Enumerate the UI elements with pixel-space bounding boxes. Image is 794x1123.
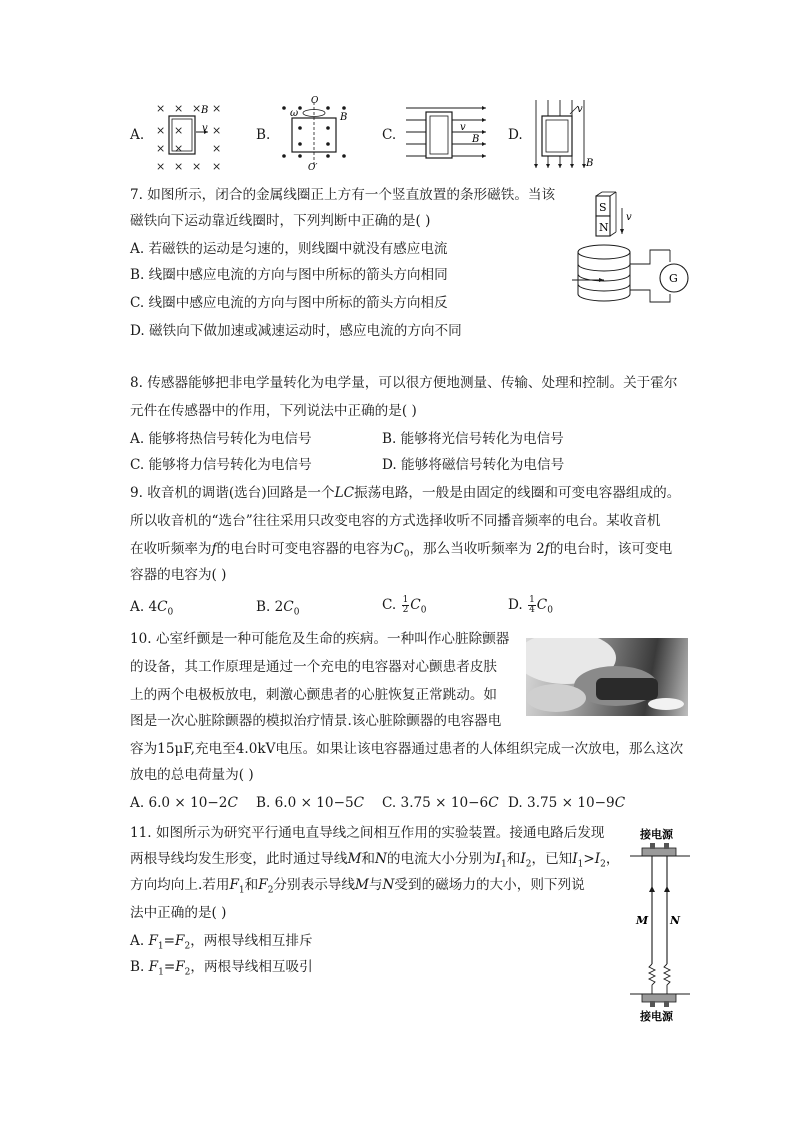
q10-opt-c-text: C. 3.75 × 10−6 xyxy=(382,795,489,811)
q6-b-axis-bottom: O′ xyxy=(308,163,318,172)
q11-opt-a-text: ，两根导线相互排斥 xyxy=(190,933,313,949)
q11-l3-f1: F xyxy=(229,877,239,893)
svg-text:×: × xyxy=(174,124,184,137)
q9-option-a[interactable] xyxy=(130,598,173,622)
q11-l3-f2: F xyxy=(258,877,268,893)
q9-f2: f xyxy=(544,541,550,557)
q7-galvanometer-label: G xyxy=(669,272,678,285)
q10-stem-line-6: 放电的总电荷量为( ) xyxy=(130,767,254,783)
q9-line3-text-c: ，那么当收听频率为 2 xyxy=(409,541,545,557)
q9-opt-a-sub: 0 xyxy=(167,607,174,618)
q6-a-velocity-label: v xyxy=(202,123,208,134)
q7-option-c[interactable]: C. 线圈中感应电流的方向与图中所标的箭头方向相反 xyxy=(130,295,448,311)
q9-opt-d-sub: 0 xyxy=(547,605,553,616)
q11-l2-a: 两根导线均发生形变，此时通过导线 xyxy=(130,851,348,867)
q9-stem-line-1 xyxy=(130,484,680,502)
q11-l2-i3: I xyxy=(572,851,578,867)
q11-stem-line-4: 法中正确的是( ) xyxy=(130,905,227,921)
q11-l3-f1-sub: 1 xyxy=(238,885,245,896)
q11-opt-b-f2: F xyxy=(175,959,185,975)
q11-opt-b-f1: F xyxy=(148,959,159,975)
q8-stem-line-1: 8. 传感器能够把非电学量转化为电学量，可以很方便地测量、传输、处理和控制。关于霍尔 xyxy=(130,375,678,391)
q11-l3-and: 和 xyxy=(244,877,259,893)
q10-opt-b-text: B. 6.0 × 10−5 xyxy=(256,795,354,811)
q8-option-c[interactable]: C. 能够将力信号转化为电信号 xyxy=(130,457,312,473)
q11-opt-a-f2: F xyxy=(175,933,185,949)
q10-stem-line-3: 上的两个电极板放电，刺激心颤患者的心脏恢复正常跳动。如 xyxy=(130,687,498,703)
q10-opt-a-text: A. 6.0 × 10−2 xyxy=(130,795,228,811)
svg-text:×: × xyxy=(156,142,166,155)
svg-text:×: × xyxy=(174,142,184,155)
q6-b-axis-top: O xyxy=(311,96,319,106)
q11-l3-b: 分别表示导线 xyxy=(273,877,355,893)
q11-l3-c: 与 xyxy=(368,877,383,893)
svg-text:×: × xyxy=(192,160,202,172)
q6-c-velocity-label: v xyxy=(460,122,466,133)
q10-option-a[interactable] xyxy=(130,794,238,812)
q6-figure-a xyxy=(150,100,230,172)
q9-f: f xyxy=(211,541,217,557)
q6-figure-b xyxy=(276,94,356,172)
q6-c-field-label: B xyxy=(472,134,480,145)
q9-opt-d-label: D. xyxy=(508,597,528,613)
q11-stem-line-2 xyxy=(130,850,619,874)
q6-figure-d xyxy=(528,98,600,172)
q11-wire-n-label: N xyxy=(670,914,681,927)
q10-option-b[interactable] xyxy=(256,794,364,812)
q9-stem-line-3 xyxy=(130,540,672,564)
svg-text:×: × xyxy=(156,124,166,137)
q11-opt-a-f1: F xyxy=(148,933,158,949)
q6-figure-c xyxy=(402,102,492,168)
q11-top-power-label: 接电源 xyxy=(640,828,673,841)
q8-option-b[interactable]: B. 能够将光信号转化为电信号 xyxy=(382,431,564,447)
q11-l2-gt: > xyxy=(583,851,595,867)
q9-line1-text-a: 9. 收音机的调谐(选台)回路是一个 xyxy=(130,485,335,501)
q11-opt-b-label: B. xyxy=(130,959,149,975)
q11-opt-a-f2-sub: 2 xyxy=(184,941,191,952)
q11-option-b[interactable] xyxy=(130,958,313,982)
q9-opt-b-label: B. 2 xyxy=(256,599,284,615)
q9-opt-c-label: C. xyxy=(382,597,401,613)
q9-stem-line-4: 容器的电容为( ) xyxy=(130,567,227,583)
q9-opt-d-den: 4 xyxy=(529,605,535,615)
q11-l3-n: N xyxy=(382,877,395,893)
q11-opt-b-text: ，两根导线相互吸引 xyxy=(190,959,313,975)
svg-text:×: × xyxy=(192,102,202,115)
q9-opt-d-num: 1 xyxy=(529,595,535,605)
q11-l2-d: ， xyxy=(605,851,620,867)
q11-stem-line-3 xyxy=(130,876,585,900)
svg-text:×: × xyxy=(156,102,166,115)
q10-opt-b-unit: C xyxy=(353,795,365,811)
q11-opt-a-eq: = xyxy=(163,933,176,949)
q10-opt-d-unit: C xyxy=(614,795,626,811)
q6-a-field-label: B xyxy=(201,105,209,116)
q6-b-field-label: B xyxy=(340,112,348,123)
q10-opt-c-unit: C xyxy=(488,795,499,811)
q9-line3-text-b: 的电台时可变电容器的电容为 xyxy=(216,541,394,557)
q11-l2-i4-sub: 2 xyxy=(600,859,606,870)
q9-opt-a-label: A. 4 xyxy=(130,599,158,615)
q9-line3-text-d: 的电台时，该可变电 xyxy=(549,541,673,557)
q11-l2-and2: 和 xyxy=(506,851,521,867)
q11-figure-parallel-wires xyxy=(628,826,692,1022)
q11-opt-a-f1-sub: 1 xyxy=(157,941,164,952)
q10-option-c[interactable] xyxy=(382,794,499,812)
q6-option-a-label: A. xyxy=(130,127,145,143)
svg-text:×: × xyxy=(212,142,222,155)
svg-text:×: × xyxy=(174,102,184,115)
q7-figure-magnet-coil xyxy=(570,190,694,310)
q11-stem-line-1: 11. 如图所示为研究平行通电直导线之间相互作用的实验装置。接通电路后发现 xyxy=(130,825,605,841)
q11-opt-b-f1-sub: 1 xyxy=(158,967,164,978)
q10-stem-line-4: 图是一次心脏除颤器的模拟治疗情景.该心脏除颤器的电容器电 xyxy=(130,713,502,729)
q11-l2-i2: I xyxy=(520,851,526,867)
q6-option-d-label: D. xyxy=(508,127,523,143)
q6-d-field-label: B xyxy=(586,158,594,169)
q8-stem-line-2: 元件在传感器中的作用，下列说法中正确的是( ) xyxy=(130,403,417,419)
svg-text:×: × xyxy=(174,160,184,172)
q9-stem-line-2: 所以收音机的“选台”往往采用只改变电容的方式选择收听不同播音频率的电台。某收音机 xyxy=(130,513,661,529)
q6-d-velocity-label: v xyxy=(577,104,583,115)
svg-text:×: × xyxy=(212,160,222,172)
q7-magnet-n: N xyxy=(599,221,609,234)
q11-l2-i2-sub: 2 xyxy=(525,859,532,870)
q8-option-a[interactable]: A. 能够将热信号转化为电信号 xyxy=(130,431,312,447)
q9-option-d[interactable] xyxy=(508,596,553,620)
q11-opt-b-f2-sub: 2 xyxy=(184,967,191,978)
q10-opt-d-text: D. 3.75 × 10−9 xyxy=(508,795,615,811)
q11-l3-f2-sub: 2 xyxy=(267,885,274,896)
q10-option-d[interactable] xyxy=(508,794,625,812)
q9-opt-c-var: C xyxy=(410,597,421,613)
q7-option-a[interactable]: A. 若磁铁的运动是匀速的，则线圈中就没有感应电流 xyxy=(130,241,448,257)
q11-l2-i1: I xyxy=(495,851,502,867)
q7-velocity-label: v xyxy=(626,212,632,223)
q11-l2-m: M xyxy=(347,851,362,867)
q11-opt-b-eq: = xyxy=(163,959,176,975)
q6-option-b-label: B. xyxy=(256,127,271,143)
defibrillator-photo-art xyxy=(526,638,688,716)
defibrillator-photo xyxy=(526,638,688,716)
svg-text:×: × xyxy=(156,160,166,172)
q9-lc: LC xyxy=(334,485,355,501)
q7-stem-line-1: 7. 如图所示，闭合的金属线圈正上方有一个竖直放置的条形磁铁。当该 xyxy=(130,187,556,203)
q9-opt-c-den: 2 xyxy=(402,605,409,615)
q10-stem-line-1: 10. 心室纤颤是一种可能危及生命的疾病。一种叫作心脏除颤器 xyxy=(130,631,510,647)
q11-l2-and: 和 xyxy=(361,851,376,867)
q10-stem-line-2: 的设备，其工作原理是通过一个充电的电容器对心颤患者皮肤 xyxy=(130,659,498,675)
q11-l2-b: 的电流大小分别为 xyxy=(386,851,496,867)
svg-text:×: × xyxy=(212,102,222,115)
q11-option-a[interactable] xyxy=(130,932,313,956)
svg-text:×: × xyxy=(212,124,222,137)
q11-l3-d: 受到的磁场力的大小，则下列说 xyxy=(394,877,585,893)
q11-bottom-power-label: 接电源 xyxy=(640,1010,673,1022)
q9-option-c[interactable] xyxy=(382,596,426,620)
q9-opt-c-num: 1 xyxy=(402,595,409,605)
q10-stem-line-5: 容为15μF,充电至4.0kV电压。如果让该电容器通过患者的人体组织完成一次放电，那么这次 xyxy=(130,741,684,757)
q9-opt-b-sub: 0 xyxy=(293,607,300,618)
q11-l2-c: ，已知 xyxy=(531,851,573,867)
q11-l2-i1-sub: 1 xyxy=(501,859,507,870)
q11-l2-i3-sub: 1 xyxy=(577,859,584,870)
q11-wire-m-label: M xyxy=(636,914,649,927)
q11-opt-a-label: A. xyxy=(130,933,149,949)
q10-opt-a-unit: C xyxy=(227,795,238,811)
q11-l2-i4: I xyxy=(594,851,601,867)
q9-line3-text-a: 在收听频率为 xyxy=(130,541,212,557)
q11-l2-n: N xyxy=(375,851,387,867)
q11-l3-a: 方向均向上.若用 xyxy=(130,877,230,893)
q8-option-d[interactable]: D. 能够将磁信号转化为电信号 xyxy=(382,457,565,473)
q9-line1-text-b: 振荡电路，一般是由固定的线圈和可变电容器组成的。 xyxy=(354,485,681,501)
q9-opt-d-fraction xyxy=(528,596,536,615)
q6-b-omega: ω xyxy=(290,108,299,119)
q9-c0: C xyxy=(393,541,404,557)
q6-option-c-label: C. xyxy=(382,127,397,143)
q9-opt-c-sub: 0 xyxy=(420,605,427,616)
q9-opt-d-var: C xyxy=(536,597,548,613)
q9-opt-c-fraction xyxy=(402,596,410,615)
q9-opt-b-var: C xyxy=(283,599,294,615)
q7-magnet-s: S xyxy=(599,201,607,214)
q9-option-b[interactable] xyxy=(256,598,299,622)
q7-stem-line-2: 磁铁向下运动靠近线圈时，下列判断中正确的是( ) xyxy=(130,213,431,229)
q7-option-b[interactable]: B. 线圈中感应电流的方向与图中所标的箭头方向相同 xyxy=(130,267,448,283)
q7-option-d[interactable]: D. 磁铁向下做加速或减速运动时，感应电流的方向不同 xyxy=(130,323,462,339)
q9-c0-sub: 0 xyxy=(403,549,410,560)
q9-opt-a-var: C xyxy=(157,599,168,615)
q11-l3-m: M xyxy=(354,877,369,893)
